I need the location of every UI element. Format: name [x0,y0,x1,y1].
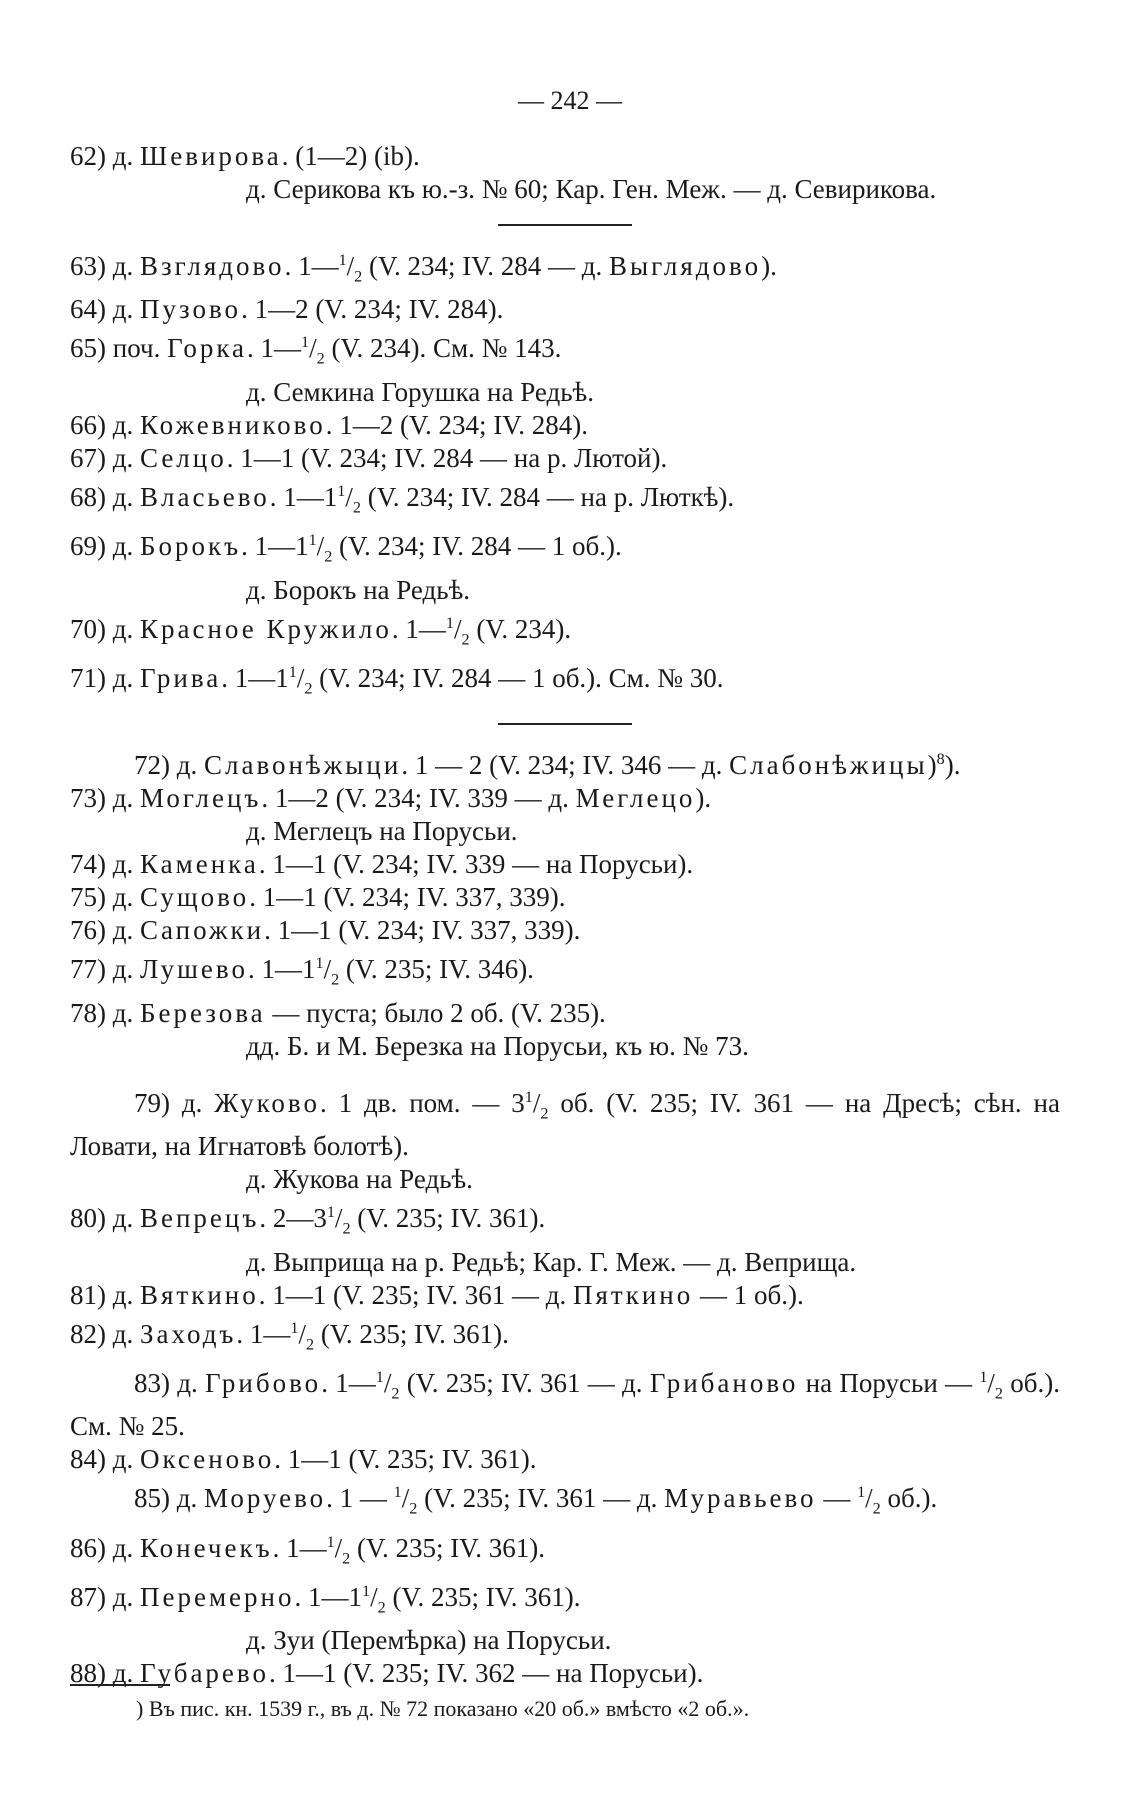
entry [70,1196,1060,1245]
entry-text: . 1—1 (V. 234; IV. 284 — на р. Лютой). [226,442,668,473]
entry [70,244,1060,293]
fraction-numerator: 1 [524,1087,533,1106]
section-gap [70,1063,1060,1081]
entry-text: д. Семкина Горушка на Редьѣ. [246,376,594,407]
fraction-denominator: 2 [377,1598,386,1617]
entry-text: 88) д. [70,1658,140,1689]
place-name: Жуково [214,1087,320,1118]
entry-text: . 1—1 (V. 235; IV. 361). [274,1444,537,1475]
entry-text: 81) д. [70,1279,140,1310]
place-name: Сапожки [139,915,265,946]
entry-text: 86) д. [70,1532,140,1563]
fraction-denominator: 2 [352,498,361,517]
entry-text: / [987,1367,995,1398]
place-name: Горка [167,333,248,364]
entry-text: — 1 об.). [693,1279,804,1310]
entry [70,1081,1060,1163]
entry-text: / [532,1087,541,1118]
place-name: Лушево [139,954,248,985]
entry-text: . 1— [391,613,446,644]
place-name: Слабонѣжицы [729,750,928,781]
place-name: Моруево [203,1483,327,1514]
place-name: Губарево [139,1658,269,1689]
entry-text: / [298,1318,306,1349]
entry-note [70,376,1060,409]
entry-text: / [323,954,332,985]
place-name: Грибово [205,1367,322,1398]
entry-text: . 1—1 [221,662,289,693]
entry [70,607,1060,656]
entry-text: . 1—1 [294,1582,362,1613]
place-name: Меглецо [575,783,696,814]
entry-text: / [383,1367,392,1398]
entry-text: / [334,1532,343,1563]
entry-text: (V. 234). См. № 143. [324,333,562,364]
entry-text: (V. 235; IV. 361). [314,1318,509,1349]
entry-text: / [370,1582,378,1613]
entry-text: . 1— [236,1318,291,1349]
place-name: Муравьево [664,1483,817,1514]
entry-text: 69) д. [70,531,140,562]
entry [70,1657,1060,1690]
footnote: ) Въ пис. кн. 1539 г., въ д. № 72 показано «20 об.» вмѣсто «2 об.». [136,1696,750,1721]
entry [70,1361,1060,1443]
entry-text: (V. 234; IV. 284 — на р. Люткѣ). [361,481,735,512]
entry-note [70,1246,1060,1279]
entry [70,140,1060,173]
place-name: Грива [139,662,222,693]
fraction-numerator: 1 [375,1367,384,1386]
place-name: Вепрецъ [139,1203,260,1234]
place-name: Пяткино [573,1279,694,1310]
fraction-denominator: 2 [342,1219,351,1238]
entry-text: д. Зуи (Перемѣрка) на Порусьи. [246,1625,612,1656]
entry-text: 83) д. [134,1367,206,1398]
entry-text: 74) д. [70,849,140,880]
entry-text: . 1 — [326,1483,394,1514]
entry-text: д. Серикова къ ю.-з. № 60; Кар. Ген. Меж. — д. Севирикова. [246,174,937,204]
fraction-numerator: 1 [337,481,346,500]
fraction-denominator: 2 [331,970,340,989]
fraction-numerator: 1 [857,1483,866,1502]
place-name: Перемерно [139,1582,295,1613]
fraction-denominator: 2 [316,349,325,368]
entry-text: 67) д. [70,442,140,473]
place-name: Борокъ [139,531,242,562]
fraction-numerator: 1 [308,531,317,550]
entry-text: (V. 234). [469,613,572,644]
entry-text: 71) д. [70,662,140,693]
entry [70,1443,1060,1476]
entry [70,947,1060,996]
entry-text: 72) д. [134,750,204,781]
entry [70,293,1060,326]
place-name: Заходъ [139,1318,237,1349]
place-name: Сущово [139,882,250,913]
entry-text: . 1—2 (V. 234; IV. 284). [241,294,504,325]
entry-text: (V. 235; IV. 361). [350,1203,546,1234]
page-number: — 242 — [518,86,622,115]
footnote-divider [70,1684,170,1686]
entry-text: . 1—1 [241,531,309,562]
entry-text: / [345,481,353,512]
entry [70,1312,1060,1361]
fraction-numerator: 1 [979,1367,988,1386]
place-name: Власьево [139,481,270,512]
entry-text: об. (V. 235; IV. 361 — на Дресѣ; сѣн. на Ловати, на Игнатовѣ болотѣ). [70,1087,1060,1162]
entry [70,409,1060,442]
entry-note [70,815,1060,848]
entry-text: 85) д. [134,1483,204,1514]
fraction-denominator: 2 [342,1549,351,1568]
place-name: Конечекъ [139,1532,273,1563]
entry-text: (V. 235; IV. 361 — д. [399,1367,650,1398]
entry-text: д. Жукова на Редьѣ. [246,1164,473,1195]
entry-text: (V. 234; IV. 284 — 1 об.). [332,531,622,562]
place-name: Березова [139,997,266,1028]
fraction-numerator: 1 [315,954,324,973]
entry-text: (V. 234; IV. 284 — 1 об.). См. № 30. [312,662,724,693]
place-name: Славонѣжыци [203,750,402,781]
entry-note [70,1163,1060,1196]
entry-text: . 1— [272,1532,327,1563]
entry-text: 65) поч. [70,333,168,364]
fraction-denominator: 2 [306,1334,315,1353]
fraction-numerator: 1 [338,251,347,269]
entry-text: 73) д. [70,783,140,814]
entry [70,782,1060,815]
entry-text: д. Борокъ на Редьѣ. [246,574,471,605]
place-name: Грибаново [649,1367,799,1398]
entry-text: об.). [880,1483,938,1514]
entry-text: . 1—2 (V. 234; IV. 339 — д. [261,783,576,814]
fraction-numerator: 1 [301,333,310,352]
entry-text: ) [927,750,937,781]
entry-note [70,173,1060,206]
entry [70,442,1060,475]
entry-text: ). [944,750,961,781]
fraction-numerator: 1 [326,1532,335,1551]
place-name: Взглядово [139,251,285,281]
place-name: Шевирова [139,141,282,171]
entry-text: . 2—3 [259,1203,327,1234]
entry-text: — пуста; было 2 об. (V. 235). [265,997,606,1028]
entry-text: 63) д. [70,251,140,281]
entry-text: ). [761,251,777,281]
entry [70,1575,1060,1624]
entry-text: 68) д. [70,481,140,512]
entry-text: 79) д. [134,1087,215,1118]
fraction-denominator: 2 [304,679,313,698]
entry-text: 64) д. [70,294,140,325]
page-body [70,140,1060,1690]
fraction-denominator: 2 [324,547,333,566]
place-name: Кожевниково [139,409,326,440]
entry-note [70,1624,1060,1657]
place-name: Выглядово [609,251,762,281]
entry-text: / [334,1203,343,1234]
entry-text: . 1— [284,251,339,281]
place-name: Вяткино [139,1279,259,1310]
entry-text: . (1—2) (ib). [281,141,420,171]
entry-text: 75) д. [70,882,140,913]
place-name: Моглецъ [139,783,262,814]
entry-text: (V. 234; IV. 284 — д. [362,251,610,281]
entry-text: . 1—1 (V. 235; IV. 361 — д. [258,1279,573,1310]
fraction-denominator: 2 [461,629,470,648]
entry-text: 82) д. [70,1318,140,1349]
entry-text: . 1—1 [247,954,316,985]
entry-text: . 1—2 (V. 234; IV. 284). [325,409,588,440]
entry-text: — [816,1483,858,1514]
entry [70,743,1060,782]
fraction-denominator: 2 [994,1384,1004,1403]
fraction-numerator: 1 [290,1318,299,1337]
entry-text: . 1—1 (V. 234; IV. 337, 339). [249,882,566,913]
entry-text: д. Выприща на р. Редьѣ; Кар. Г. Меж. — д. Веприща. [246,1246,857,1277]
entry-text: . 1— [321,1367,376,1398]
entry-text: об.). См. № 25. [70,1367,1061,1442]
entry-text: 66) д. [70,409,140,440]
entry [70,475,1060,524]
entry-text: / [316,531,325,562]
entry-text: / [401,1483,410,1514]
entry-text: . 1 — 2 (V. 234; IV. 346 — д. [401,750,730,781]
fraction-denominator: 2 [409,1499,418,1518]
entry [70,1476,1060,1525]
fraction-numerator: 1 [326,1203,335,1222]
entry-text: . 1—1 (V. 234; IV. 339 — на Порусьи). [258,849,694,880]
entry-text: 77) д. [70,954,140,985]
entry [70,881,1060,914]
entry-text: д. Меглецъ на Порусьи. [246,816,518,847]
entry-text: 62) д. [70,141,140,171]
entry-text: . 1— [247,333,302,364]
entry [70,848,1060,881]
entry-text: 78) д. [70,997,140,1028]
entry-note [70,1030,1060,1063]
entry-text: (V. 235; IV. 361). [350,1532,546,1563]
place-name: Селцо [139,442,227,473]
place-name: Каменка [139,849,259,880]
entry-text: / [453,613,462,644]
fraction-numerator: 1 [445,613,454,632]
entry-text: . 1—1 (V. 235; IV. 362 — на Порусьи). [268,1658,704,1689]
entry-text: / [346,251,355,281]
place-name: Красное Кружило [139,613,392,644]
entry-text: / [309,333,317,364]
entry-text: . 1—1 [269,481,338,512]
entry [70,997,1060,1030]
place-name: Оксеново [139,1444,275,1475]
entry-note [70,574,1060,607]
entry [70,1526,1060,1575]
fraction-denominator: 2 [872,1499,881,1518]
place-name: Пузово [139,294,242,325]
fraction-denominator: 2 [391,1384,400,1403]
section-divider [498,224,632,226]
entry-text: . 1—1 (V. 234; IV. 337, 339). [264,915,581,946]
entry [70,914,1060,947]
entry-text: . 1 дв. пом. — 3 [319,1087,525,1118]
entry-text: ). [695,783,712,814]
fraction-denominator: 2 [354,267,363,286]
fraction-denominator: 2 [540,1104,549,1123]
entry-text: / [865,1483,873,1514]
entry-text: 87) д. [70,1582,140,1613]
entry-text: (V. 235; IV. 346). [339,954,534,985]
fraction-numerator: 1 [288,662,297,681]
entry-text: на Порусьи — [798,1367,980,1398]
section-divider [498,723,632,725]
entry-text: 76) д. [70,915,140,946]
entry-text: 80) д. [70,1203,140,1234]
fraction-numerator: 1 [393,1483,402,1502]
entry [70,524,1060,573]
entry-text: (V. 235; IV. 361). [385,1582,581,1613]
entry-text: / [296,662,305,693]
entry-text: (V. 235; IV. 361 — д. [417,1483,665,1514]
fraction-numerator: 1 [361,1582,371,1601]
entry-text: дд. Б. и М. Березка на Порусьи, къ ю. № 73. [246,1030,749,1061]
entry [70,656,1060,705]
fraction-numerator: 8 [936,750,945,769]
entry-text: 84) д. [70,1444,140,1475]
entry [70,326,1060,375]
entry-text: 70) д. [70,613,140,644]
entry [70,1279,1060,1312]
